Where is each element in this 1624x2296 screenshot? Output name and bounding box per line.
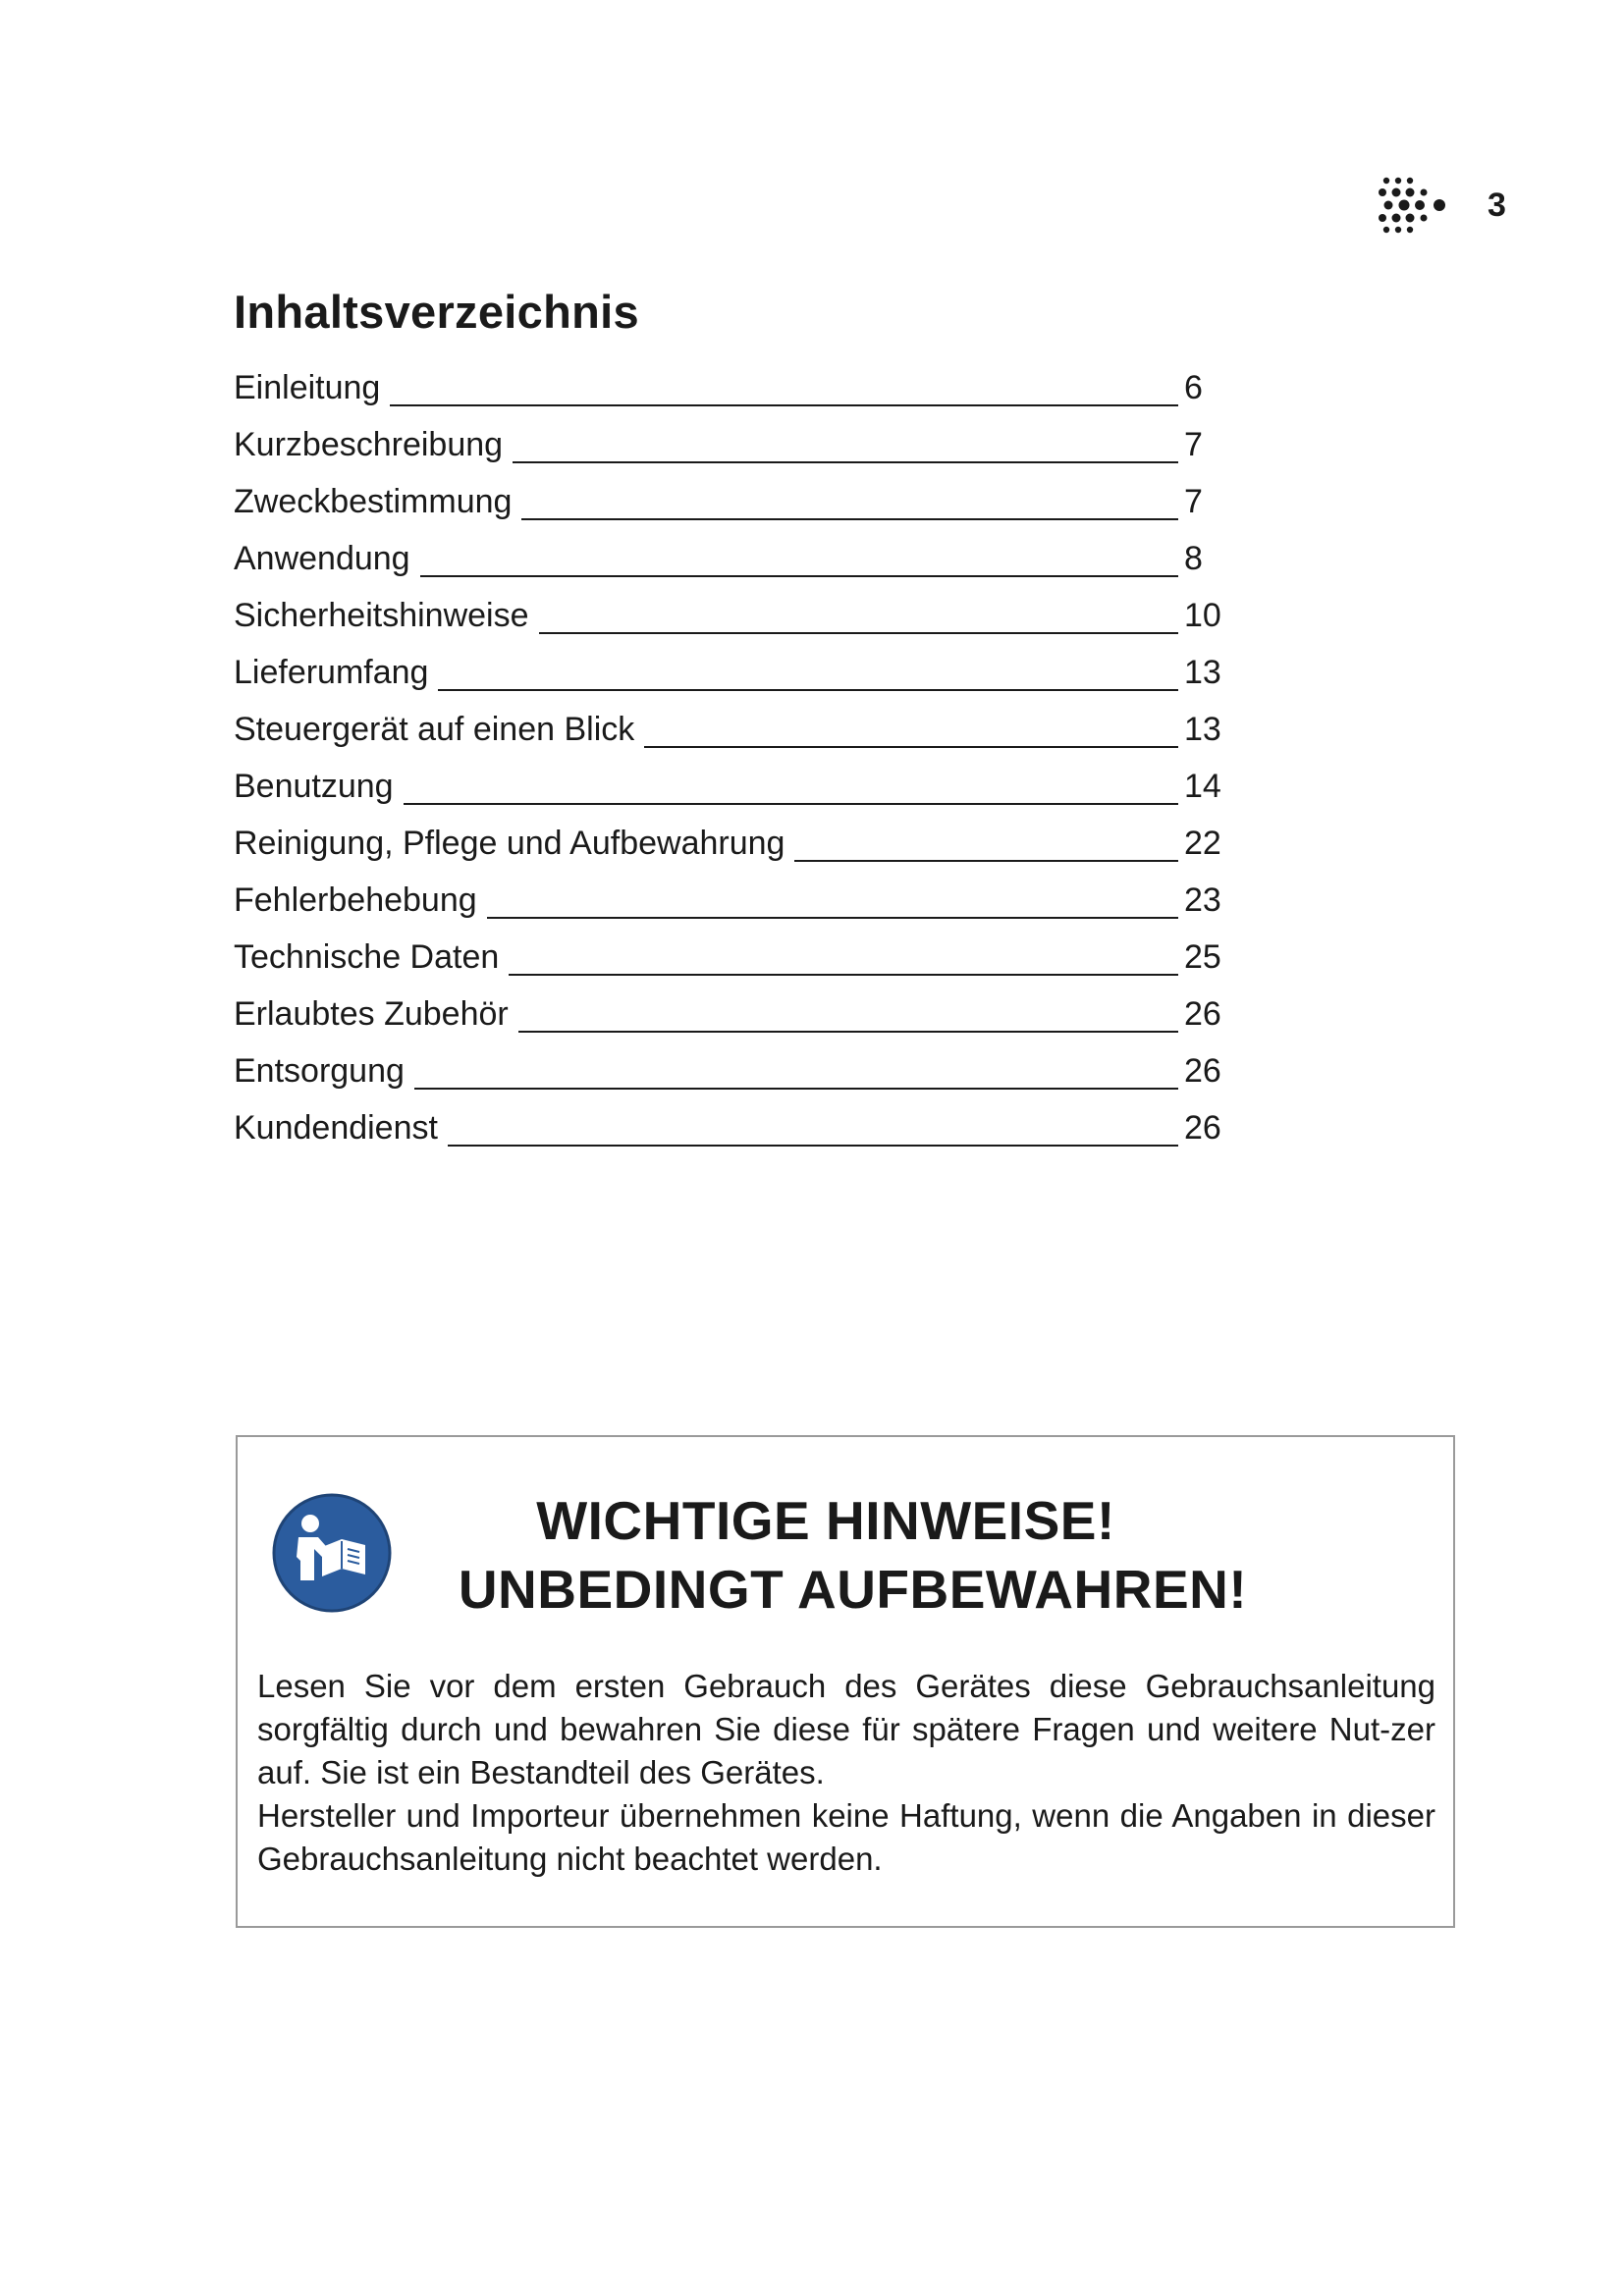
toc-entry-entsorgung[interactable] bbox=[234, 1037, 1235, 1094]
toc-leader-line bbox=[794, 859, 1178, 862]
notice-body bbox=[257, 1665, 1435, 1881]
toc-entry-label: Sicherheitshinweise bbox=[234, 597, 529, 634]
notice-paragraph: Lesen Sie vor dem ersten Gebrauch des Gerätes diese Gebrauchsanleitung sorgfältig durch und bewahren Sie diese für spätere Fragen und weitere Nut-zer auf. Sie ist ein Bestandteil des Gerätes. bbox=[257, 1668, 1435, 1790]
important-notice-box bbox=[236, 1435, 1455, 1928]
toc-entry-page: 8 bbox=[1184, 540, 1203, 577]
toc-leader-line bbox=[521, 517, 1178, 520]
toc-entry-fehlerbehebung[interactable] bbox=[234, 866, 1235, 923]
toc-leader-line bbox=[539, 631, 1179, 634]
page-header bbox=[1375, 167, 1522, 245]
toc-entry-label: Lieferumfang bbox=[234, 654, 429, 691]
toc-leader-line bbox=[513, 460, 1178, 463]
toc-entry-page: 6 bbox=[1184, 369, 1203, 406]
toc-entry-label: Benutzung bbox=[234, 768, 394, 805]
toc-entry-page: 7 bbox=[1184, 483, 1203, 520]
table-of-contents bbox=[234, 353, 1235, 1150]
notice-heading bbox=[238, 1486, 1453, 1624]
toc-entry-sicherheitshinweise[interactable] bbox=[234, 581, 1235, 638]
toc-entry-page: 7 bbox=[1184, 426, 1203, 463]
toc-entry-reinigung[interactable] bbox=[234, 809, 1235, 866]
notice-paragraph: Hersteller und Importeur übernehmen keine Haftung, wenn die Angaben in dieser Gebrauchsanleitung nicht beachtet werden. bbox=[257, 1797, 1435, 1877]
toc-entry-label: Entsorgung bbox=[234, 1052, 405, 1090]
toc-entry-page: 25 bbox=[1184, 938, 1221, 976]
toc-leader-line bbox=[644, 745, 1178, 748]
toc-entry-label: Anwendung bbox=[234, 540, 410, 577]
toc-title: Inhaltsverzeichnis bbox=[234, 286, 639, 338]
toc-entry-kundendienst[interactable] bbox=[234, 1094, 1235, 1150]
toc-leader-line bbox=[414, 1087, 1178, 1090]
notice-heading-line1: WICHTIGE HINWEISE! bbox=[536, 1490, 1115, 1551]
toc-entry-label: Erlaubtes Zubehör bbox=[234, 995, 509, 1033]
toc-entry-label: Zweckbestimmung bbox=[234, 483, 513, 520]
toc-entry-label: Technische Daten bbox=[234, 938, 500, 976]
toc-entry-label: Reinigung, Pflege und Aufbewahrung bbox=[234, 825, 785, 862]
toc-entry-label: Kurzbeschreibung bbox=[234, 426, 504, 463]
toc-entry-page: 23 bbox=[1184, 881, 1221, 919]
toc-entry-label: Kundendienst bbox=[234, 1109, 438, 1147]
toc-entry-page: 22 bbox=[1184, 825, 1221, 862]
toc-entry-technische-daten[interactable] bbox=[234, 923, 1235, 980]
toc-entry-page: 26 bbox=[1184, 1109, 1221, 1147]
toc-leader-line bbox=[390, 403, 1178, 406]
toc-entry-einleitung[interactable] bbox=[234, 353, 1235, 410]
toc-entry-page: 13 bbox=[1184, 711, 1221, 748]
toc-entry-kurzbeschreibung[interactable] bbox=[234, 410, 1235, 467]
toc-leader-line bbox=[509, 973, 1178, 976]
toc-entry-steuergeraet[interactable] bbox=[234, 695, 1235, 752]
toc-entry-zweckbestimmung[interactable] bbox=[234, 467, 1235, 524]
toc-entry-lieferumfang[interactable] bbox=[234, 638, 1235, 695]
toc-entry-label: Fehlerbehebung bbox=[234, 881, 477, 919]
toc-entry-anwendung[interactable] bbox=[234, 524, 1235, 581]
toc-entry-page: 14 bbox=[1184, 768, 1221, 805]
toc-leader-line bbox=[438, 688, 1178, 691]
toc-entry-label: Steuergerät auf einen Blick bbox=[234, 711, 635, 748]
toc-entry-page: 26 bbox=[1184, 1052, 1221, 1090]
notice-heading-line2: UNBEDINGT AUFBEWAHREN! bbox=[458, 1559, 1248, 1620]
toc-leader-line bbox=[420, 574, 1178, 577]
dot-pattern-logo-icon bbox=[1375, 173, 1453, 241]
toc-entry-page: 13 bbox=[1184, 654, 1221, 691]
toc-leader-line bbox=[518, 1030, 1178, 1033]
toc-entry-page: 26 bbox=[1184, 995, 1221, 1033]
toc-entry-label: Einleitung bbox=[234, 369, 381, 406]
toc-entry-zubehoer[interactable] bbox=[234, 980, 1235, 1037]
toc-leader-line bbox=[487, 916, 1178, 919]
toc-entry-benutzung[interactable] bbox=[234, 752, 1235, 809]
toc-entry-page: 10 bbox=[1184, 597, 1221, 634]
toc-leader-line bbox=[448, 1144, 1178, 1147]
toc-leader-line bbox=[404, 802, 1178, 805]
page-number: 3 bbox=[1488, 187, 1506, 224]
